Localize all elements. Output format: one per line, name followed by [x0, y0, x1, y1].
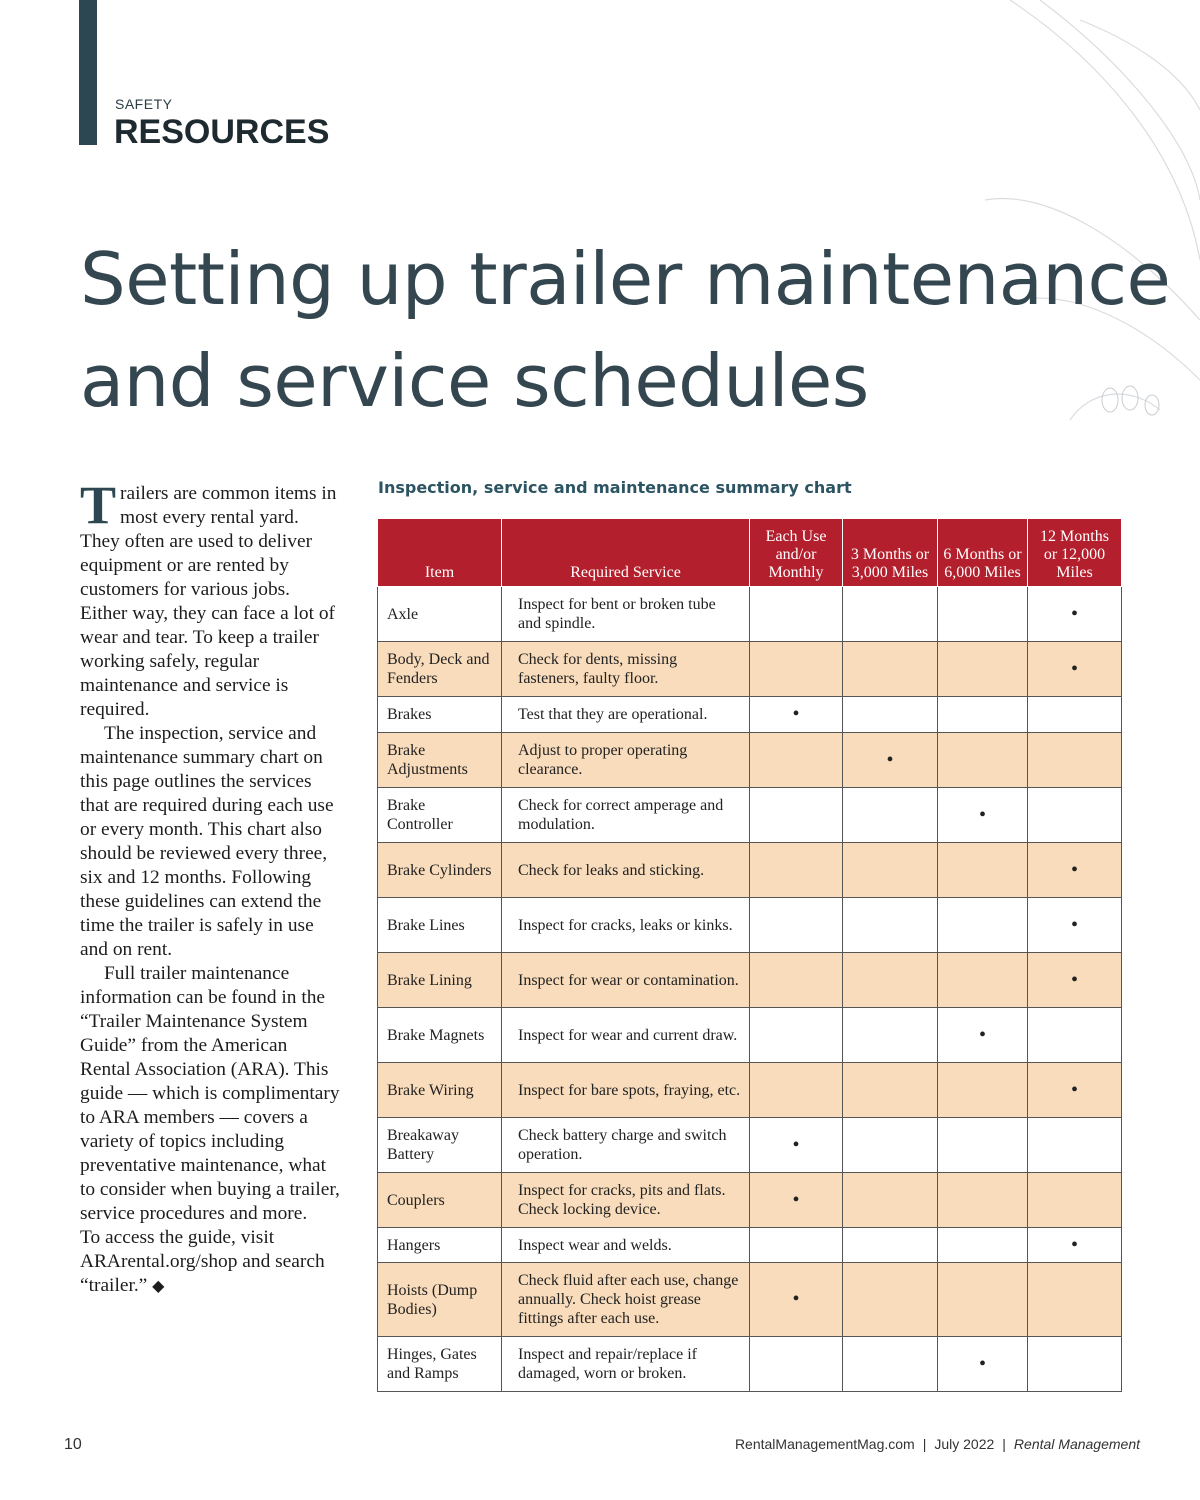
service-cell: Check battery charge and switch operation.: [502, 1118, 750, 1173]
interval-cell: [938, 1228, 1028, 1263]
interval-cell: [938, 1337, 1028, 1392]
item-cell: Hangers: [378, 1228, 502, 1263]
item-cell: Body, Deck and Fenders: [378, 642, 502, 697]
interval-cell: [938, 642, 1028, 697]
interval-cell: [843, 1063, 938, 1118]
service-cell: Check for dents, missing fasteners, faulty floor.: [502, 642, 750, 697]
interval-cell: [938, 898, 1028, 953]
table-row: [378, 788, 1122, 843]
section-accent-bar: [79, 0, 97, 145]
end-mark-icon: ◆: [152, 1278, 165, 1295]
bullet-mark-icon: •: [886, 748, 894, 771]
interval-cell: [750, 1008, 843, 1063]
interval-cell: [1028, 587, 1122, 642]
service-cell: Inspect for cracks, leaks or kinks.: [502, 898, 750, 953]
bullet-mark-icon: •: [792, 1133, 800, 1156]
article-headline: [80, 228, 1180, 432]
interval-cell: [843, 1008, 938, 1063]
interval-cell: [938, 788, 1028, 843]
interval-cell: [938, 1008, 1028, 1063]
table-row: [378, 1173, 1122, 1228]
chart-title: Inspection, service and maintenance summary chart: [378, 478, 852, 497]
interval-cell: [1028, 1118, 1122, 1173]
service-cell: Inspect and repair/replace if damaged, worn or broken.: [502, 1337, 750, 1392]
interval-cell: [843, 953, 938, 1008]
interval-cell: [1028, 733, 1122, 788]
bullet-mark-icon: •: [1070, 968, 1078, 991]
bullet-mark-icon: •: [792, 1188, 800, 1211]
service-cell: Inspect for wear or contamination.: [502, 953, 750, 1008]
interval-cell: [1028, 642, 1122, 697]
headline-line-1: Setting up trailer maintenance: [80, 237, 1171, 321]
table-row: [378, 1063, 1122, 1118]
interval-cell: [1028, 1337, 1122, 1392]
table-row: [378, 843, 1122, 898]
interval-cell: [938, 1118, 1028, 1173]
interval-cell: [938, 953, 1028, 1008]
headline-line-2: and service schedules: [80, 339, 869, 423]
interval-cell: [843, 587, 938, 642]
bullet-mark-icon: •: [978, 1352, 986, 1375]
article-paragraph: [80, 1226, 342, 1299]
column-header: 3 Months or 3,000 Miles: [843, 519, 938, 587]
interval-cell: [750, 587, 843, 642]
service-cell: Inspect for bent or broken tube and spindle.: [502, 587, 750, 642]
interval-cell: [1028, 1228, 1122, 1263]
service-cell: Adjust to proper operating clearance.: [502, 733, 750, 788]
item-cell: Brake Adjustments: [378, 733, 502, 788]
bullet-mark-icon: •: [978, 803, 986, 826]
article-paragraph: [80, 475, 342, 722]
interval-cell: [843, 788, 938, 843]
footer-site: RentalManagementMag.com: [734, 1436, 915, 1452]
section-title: RESOURCES: [114, 113, 330, 151]
interval-cell: [843, 733, 938, 788]
table-row: [378, 1228, 1122, 1263]
interval-cell: [1028, 843, 1122, 898]
article-paragraph: Full trailer maintenance information can be found in the “Trailer Maintenance System Guide” from the American Rental Association (ARA). This guide — which is complimentary to ARA members — covers a variety of topics including preventative maintenance, what to consider when buying a trailer, service procedures and more.: [80, 963, 340, 1224]
interval-cell: [750, 1337, 843, 1392]
item-cell: Hoists (Dump Bodies): [378, 1263, 502, 1337]
bullet-mark-icon: •: [1070, 913, 1078, 936]
interval-cell: [938, 843, 1028, 898]
item-cell: Brake Magnets: [378, 1008, 502, 1063]
item-cell: Brake Lines: [378, 898, 502, 953]
interval-cell: [843, 843, 938, 898]
bullet-mark-icon: •: [792, 703, 800, 725]
item-cell: Hinges, Gates and Ramps: [378, 1337, 502, 1392]
paragraph-text: To access the guide, visit ARArental.org/shop and search “trailer.”: [80, 1227, 325, 1296]
table-row: [378, 697, 1122, 733]
interval-cell: [843, 642, 938, 697]
interval-cell: [750, 953, 843, 1008]
interval-cell: [938, 733, 1028, 788]
interval-cell: [1028, 898, 1122, 953]
footer-magazine: Rental Management: [1013, 1436, 1140, 1452]
interval-cell: [938, 1063, 1028, 1118]
service-cell: Inspect wear and welds.: [502, 1228, 750, 1263]
column-header: Each Use and/or Monthly: [750, 519, 843, 587]
table-row: [378, 1337, 1122, 1392]
bullet-mark-icon: •: [1070, 657, 1078, 680]
table-row: [378, 1008, 1122, 1063]
section-kicker: SAFETY: [115, 96, 173, 112]
drop-cap: T: [80, 475, 117, 535]
table-body: [378, 587, 1122, 1392]
interval-cell: [938, 1263, 1028, 1337]
interval-cell: [938, 1173, 1028, 1228]
table-row: [378, 1118, 1122, 1173]
service-cell: Inspect for wear and current draw.: [502, 1008, 750, 1063]
table-header-row: [378, 519, 1122, 587]
item-cell: Brake Controller: [378, 788, 502, 843]
column-header: Required Service: [502, 519, 750, 587]
interval-cell: [938, 587, 1028, 642]
bullet-mark-icon: •: [1070, 1233, 1078, 1256]
interval-cell: [750, 697, 843, 733]
footer-separator: |: [1002, 1436, 1006, 1452]
service-cell: Inspect for bare spots, fraying, etc.: [502, 1063, 750, 1118]
interval-cell: [750, 1263, 843, 1337]
interval-cell: [1028, 697, 1122, 733]
item-cell: Breakaway Battery: [378, 1118, 502, 1173]
item-cell: Brake Lining: [378, 953, 502, 1008]
bullet-mark-icon: •: [1070, 1078, 1078, 1101]
interval-cell: [750, 642, 843, 697]
maintenance-summary-table: [377, 518, 1122, 1392]
item-cell: Axle: [378, 587, 502, 642]
bullet-mark-icon: •: [792, 1288, 800, 1310]
bullet-mark-icon: •: [978, 1023, 986, 1046]
interval-cell: [843, 1228, 938, 1263]
interval-cell: [1028, 1263, 1122, 1337]
bullet-mark-icon: •: [1070, 858, 1078, 881]
column-header: 6 Months or 6,000 Miles: [938, 519, 1028, 587]
article-body: [80, 475, 342, 1299]
item-cell: Brake Wiring: [378, 1063, 502, 1118]
interval-cell: [843, 697, 938, 733]
interval-cell: [843, 898, 938, 953]
interval-cell: [750, 1173, 843, 1228]
service-cell: Check for leaks and sticking.: [502, 843, 750, 898]
bullet-mark-icon: •: [1070, 602, 1078, 625]
footer-info: [735, 1436, 1140, 1452]
interval-cell: [843, 1263, 938, 1337]
interval-cell: [843, 1337, 938, 1392]
interval-cell: [843, 1118, 938, 1173]
column-header: Item: [378, 519, 502, 587]
item-cell: Couplers: [378, 1173, 502, 1228]
footer-date: July 2022: [934, 1436, 995, 1452]
item-cell: Brake Cylinders: [378, 843, 502, 898]
service-cell: Check for correct amperage and modulation.: [502, 788, 750, 843]
footer-separator: |: [922, 1436, 927, 1452]
table-row: [378, 642, 1122, 697]
interval-cell: [750, 898, 843, 953]
table-row: [378, 898, 1122, 953]
item-cell: Brakes: [378, 697, 502, 733]
interval-cell: [750, 1118, 843, 1173]
service-cell: Inspect for cracks, pits and flats. Check locking device.: [502, 1173, 750, 1228]
page-number: 10: [64, 1436, 82, 1453]
table-row: [378, 587, 1122, 642]
interval-cell: [750, 733, 843, 788]
interval-cell: [1028, 1173, 1122, 1228]
paragraph-text: railers are common items in most every rental yard. They often are used to deliver equipment or are rented by customers for various jobs. Either way, they can face a lot of wear and tear. To keep a trailer working safely, regular maintenance and service is required.: [80, 483, 337, 720]
interval-cell: [750, 788, 843, 843]
interval-cell: [938, 697, 1028, 733]
column-header: 12 Months or 12,000 Miles: [1028, 519, 1122, 587]
table-row: [378, 953, 1122, 1008]
service-cell: Check fluid after each use, change annually. Check hoist grease fittings after each use.: [502, 1263, 750, 1337]
interval-cell: [1028, 1008, 1122, 1063]
interval-cell: [1028, 1063, 1122, 1118]
interval-cell: [843, 1173, 938, 1228]
interval-cell: [1028, 788, 1122, 843]
interval-cell: [750, 1228, 843, 1263]
interval-cell: [1028, 953, 1122, 1008]
interval-cell: [750, 843, 843, 898]
article-paragraph: The inspection, service and maintenance summary chart on this page outlines the services that are required during each use or every month. This chart also should be reviewed every three, six and 12 months. Following these guidelines can extend the time the trailer is safely in use and on rent.: [80, 723, 334, 960]
service-cell: Test that they are operational.: [502, 697, 750, 733]
table-row: [378, 733, 1122, 788]
interval-cell: [750, 1063, 843, 1118]
table-row: [378, 1263, 1122, 1337]
